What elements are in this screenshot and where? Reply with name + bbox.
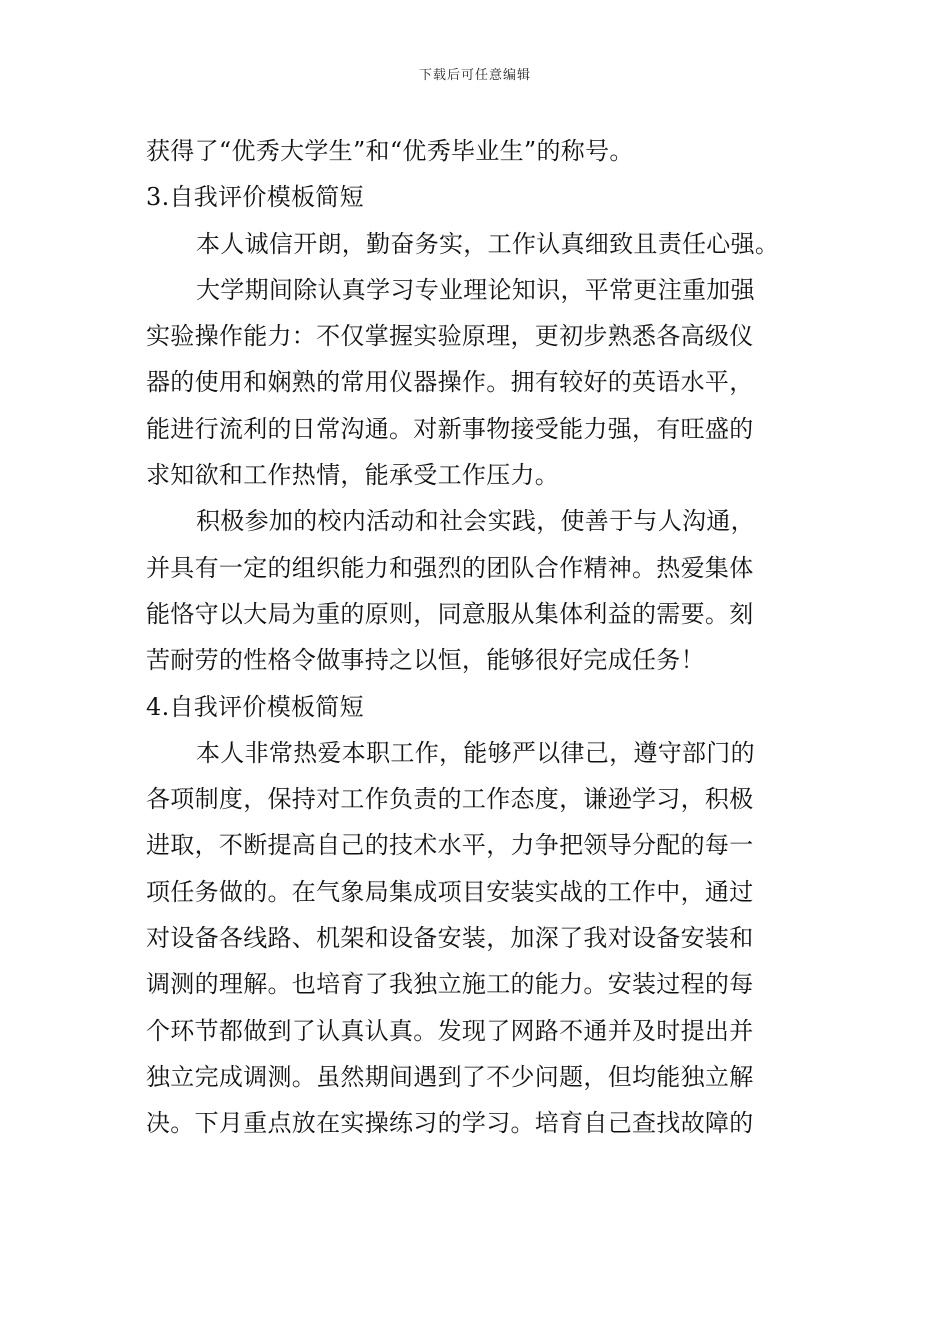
text-line: 对设备各线路、机架和设备安装，加深了我对设备安装和 bbox=[146, 924, 754, 953]
text-line: 调测的理解。也培育了我独立施工的能力。安装过程的每 bbox=[146, 970, 754, 999]
text-line: 获得了“优秀大学生”和“优秀毕业生”的称号。 bbox=[146, 137, 634, 165]
paragraph-line: 本人非常热爱本职工作，能够严以律己，遵守部门的 bbox=[196, 738, 755, 767]
header-note: 下载后可任意编辑 bbox=[418, 68, 531, 83]
text-line: 独立完成调测。虽然期间遇到了不少问题，但均能独立解 bbox=[146, 1062, 754, 1091]
text-line: 能进行流利的日常沟通。对新事物接受能力强，有旺盛的 bbox=[146, 414, 754, 443]
paragraph-line: 积极参加的校内活动和社会实践，使善于与人沟通， bbox=[196, 507, 755, 536]
text-line: 苦耐劳的性格令做事持之以恒，能够很好完成任务！ bbox=[146, 646, 705, 675]
text-line: 个环节都做到了认真认真。发现了网路不通并及时提出并 bbox=[146, 1016, 754, 1045]
section-heading: 4.自我评价模板简短 bbox=[146, 692, 364, 721]
text-line: 各项制度，保持对工作负责的工作态度，谦逊学习，积极 bbox=[146, 785, 754, 814]
document-body bbox=[146, 128, 806, 1147]
section-heading: 3.自我评价模板简短 bbox=[146, 183, 364, 212]
text-line: 实验操作能力：不仅掌握实验原理，更初步熟悉各高级仪 bbox=[146, 322, 754, 351]
text-line: 并具有一定的组织能力和强烈的团队合作精神。热爱集体 bbox=[146, 553, 754, 582]
text-line: 决。下月重点放在实操练习的学习。培育自己查找故障的 bbox=[146, 1109, 754, 1138]
text-line: 器的使用和娴熟的常用仪器操作。拥有较好的英语水平， bbox=[146, 368, 754, 397]
text-line: 进取，不断提高自己的技术水平，力争把领导分配的每一 bbox=[146, 831, 754, 860]
text-line: 求知欲和工作热情，能承受工作压力。 bbox=[146, 461, 560, 490]
paragraph-line: 本人诚信开朗，勤奋务实，工作认真细致且责任心强。 bbox=[196, 229, 780, 258]
text-line: 能恪守以大局为重的原则，同意服从集体利益的需要。刻 bbox=[146, 599, 754, 628]
paragraph-line: 大学期间除认真学习专业理论知识，平常更注重加强 bbox=[196, 275, 755, 304]
text-line: 项任务做的。在气象局集成项目安装实战的工作中，通过 bbox=[146, 877, 754, 906]
